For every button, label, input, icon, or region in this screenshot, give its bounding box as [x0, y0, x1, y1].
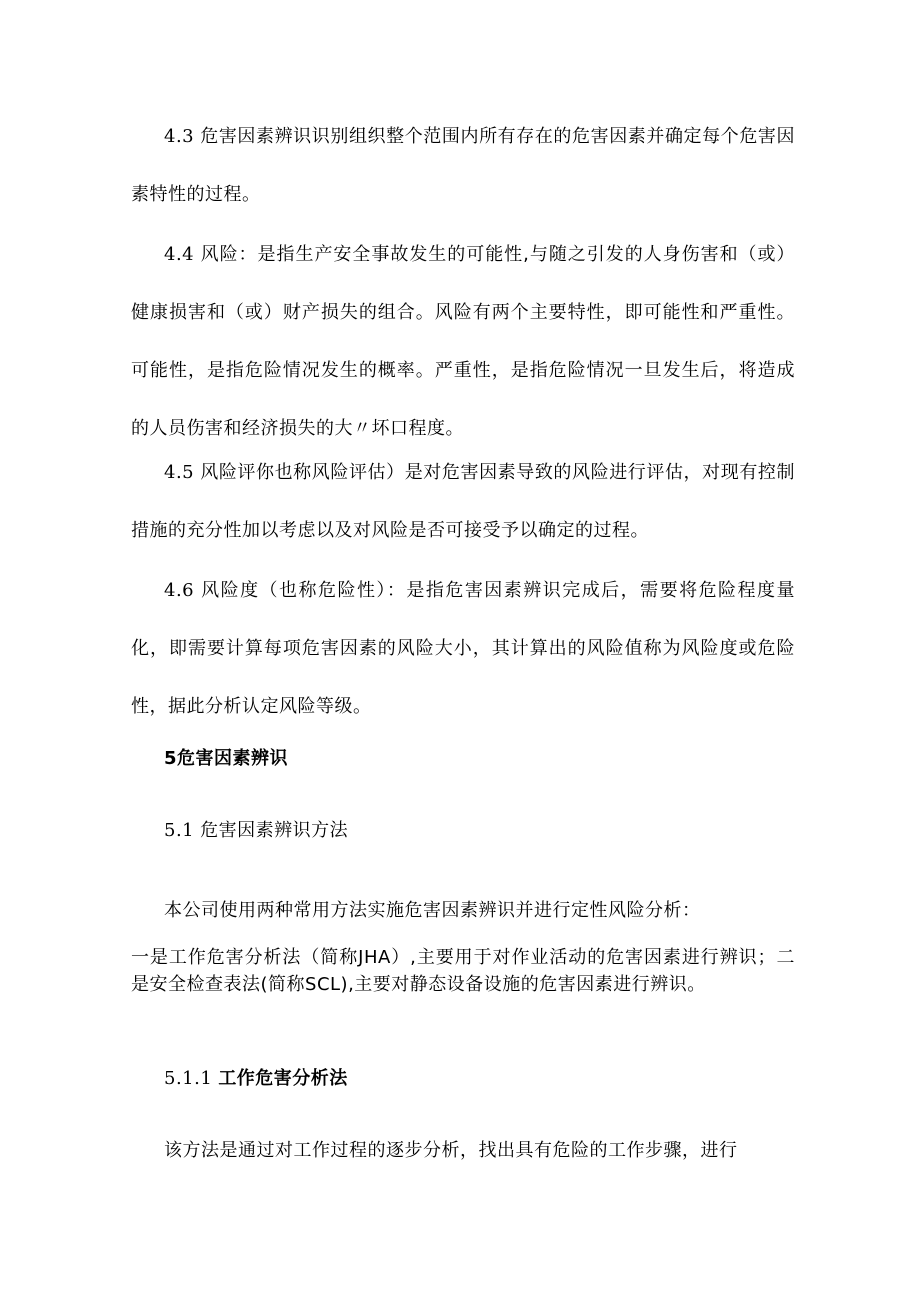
section-number: 4.6: [164, 580, 195, 601]
paragraph-4-6: [131, 562, 795, 736]
paragraph-text: 风险评你也称风险评估）是对危害因素导致的风险进行评估，对现有控制措施的充分性加以考虑以及对风险是否可接受予以确定的过程。: [131, 462, 795, 541]
section-number: 5.1: [164, 820, 195, 841]
section-5-1-intro: 本公司使用两种常用方法实施危害因素辨识并进行定性风险分析：: [164, 900, 701, 921]
paragraph-4-4: [131, 226, 795, 458]
paragraph-4-3: [131, 108, 795, 224]
section-number: 4.3: [164, 126, 195, 147]
paragraph-text: 风险：是指生产安全事故发生的可能性,与随之引发的人身伤害和（或）健康损害和（或）财产损失的组合。风险有两个主要特性，即可能性和严重性。可能性，是指危险情况发生的概率。严重性，是指危险情况一旦发生后，将造成的人员伤害和经济损失的大〃坏口程度。: [131, 244, 795, 439]
section-number: 5.1.1: [164, 1068, 213, 1089]
section-5-title: 5危害因素辨识: [164, 748, 289, 769]
section-5-1-1-text: 该方法是通过对工作过程的逐步分析，找出具有危险的工作步骤，进行: [164, 1140, 738, 1161]
section-title: 危害因素辨识方法: [200, 820, 349, 841]
paragraph-text: 危害因素辨识识别组织整个范围内所有存在的危害因素并确定每个危害因素特性的过程。: [131, 126, 795, 205]
section-number: 4.5: [164, 462, 195, 483]
section-title: 工作危害分析法: [218, 1068, 348, 1089]
section-5-1-methods: 一是工作危害分析法（简称JHA）,主要用于对作业活动的危害因素进行辨识；二是安全检查表法(简称SCL),主要对静态设备设施的危害因素进行辨识。: [131, 947, 795, 995]
paragraph-4-5: [131, 444, 795, 560]
section-5-1-1-heading: [164, 1064, 348, 1094]
section-5-1-heading: [164, 816, 348, 846]
paragraph-text: 风险度（也称危险性）：是指危害因素辨识完成后，需要将危险程度量化，即需要计算每项危害因素的风险大小，其计算出的风险值称为风险度或危险性，据此分析认定风险等级。: [131, 580, 795, 717]
section-number: 4.4: [164, 244, 195, 265]
